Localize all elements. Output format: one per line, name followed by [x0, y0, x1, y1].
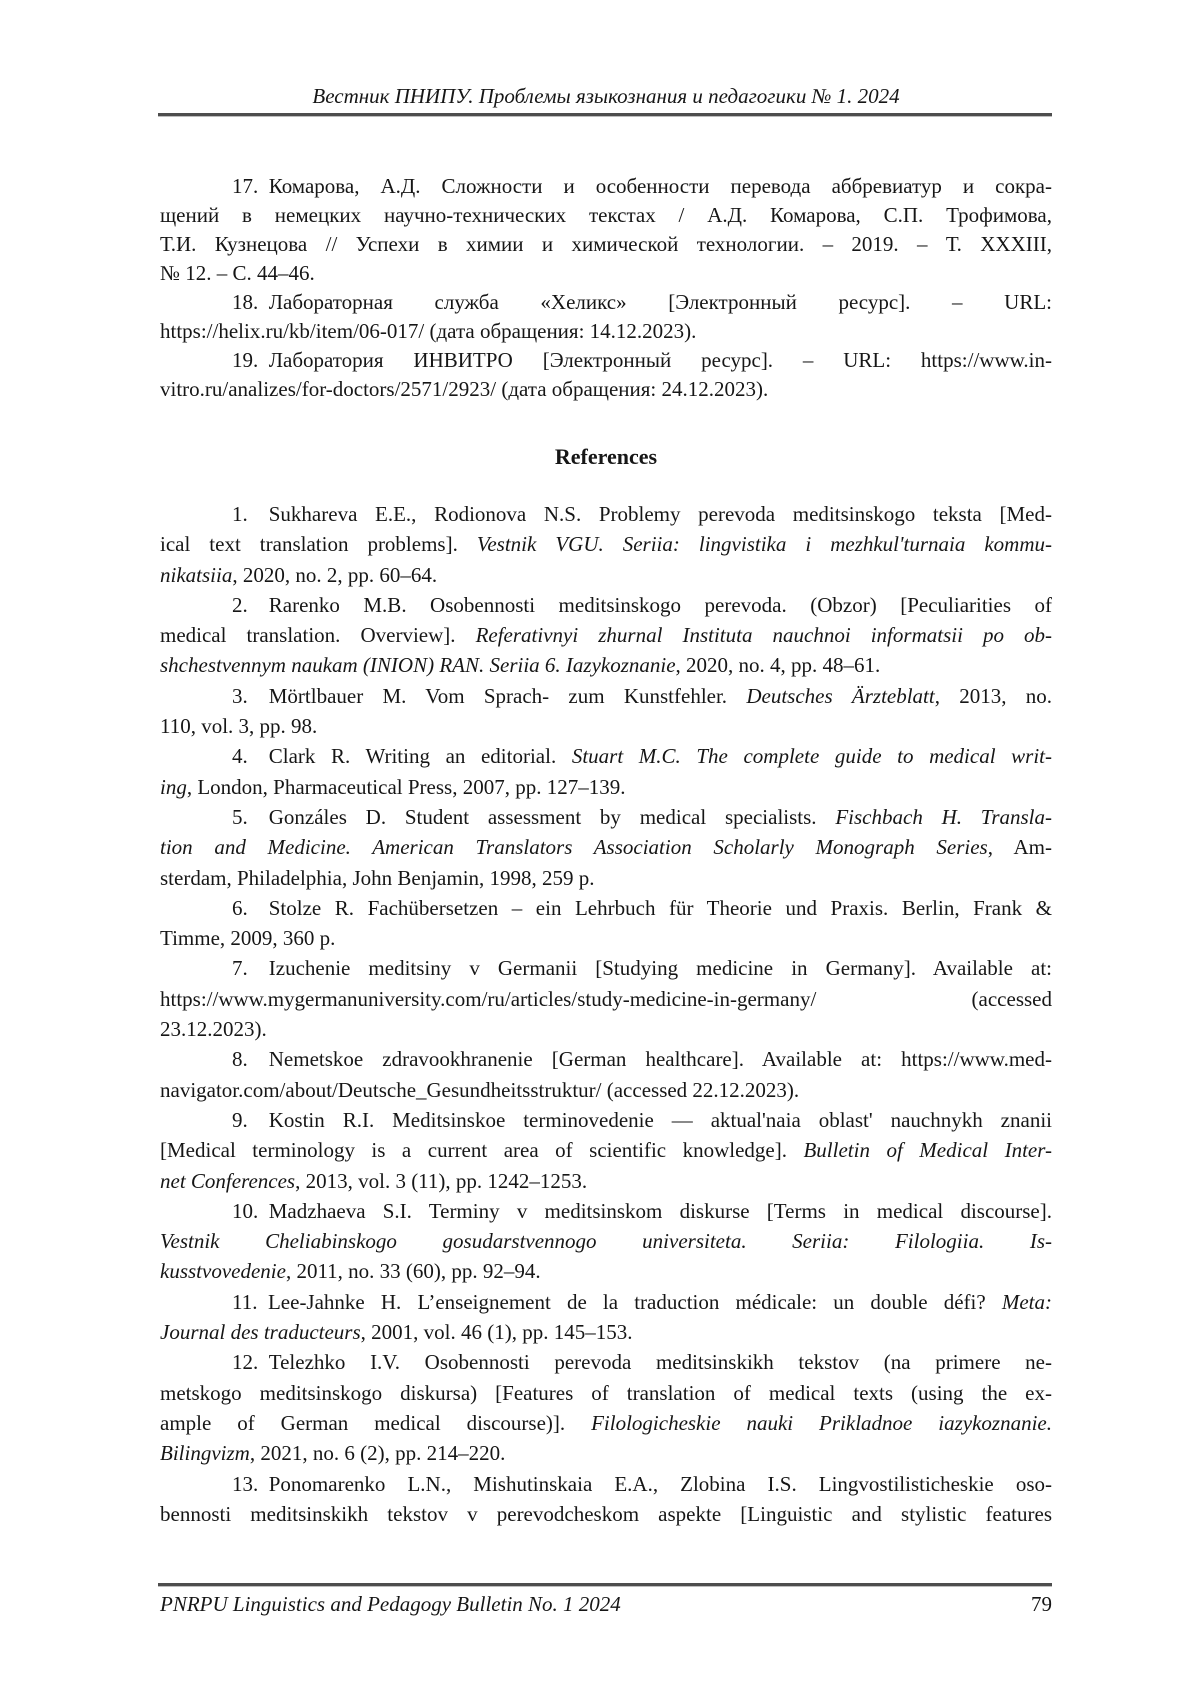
reference-line: Vestnik Cheliabinskogo gosudarstvennogo universiteta. Seriia: Filologiia. Is-: [160, 1229, 1052, 1254]
reference-item-2: [160, 590, 1052, 681]
reference-line: ample of German medical discourse)]. Filologicheskie nauki Prikladnoe iazykoznanie.: [160, 1410, 1052, 1435]
reference-item-11: [160, 1287, 1052, 1348]
page-content: [160, 172, 1052, 1529]
reference-line: 10. Madzhaeva S.I. Terminy v meditsinskom diskurse [Terms in medical discourse].: [232, 1198, 1052, 1223]
reference-line: kusstvovedenie, 2011, no. 33 (60), pp. 92–94.: [160, 1259, 541, 1284]
reference-line: metskogo meditsinskogo diskursa) [Features of translation of medical texts (using the ex-: [160, 1380, 1052, 1405]
reference-line: 2. Rarenko M.B. Osobennosti meditsinskogo perevoda. (Obzor) [Peculiarities of: [232, 592, 1052, 617]
reference-line: 7. Izuchenie meditsiny v Germanii [Studying medicine in Germany]. Available at:: [232, 956, 1052, 981]
reference-line: 1. Sukhareva E.E., Rodionova N.S. Problemy perevoda meditsinskogo teksta [Med-: [232, 502, 1052, 526]
reference-line: navigator.com/about/Deutsche_Gesundheitsstruktur/ (accessed 22.12.2023).: [160, 1077, 800, 1102]
reference-line: [Medical terminology is a current area of scientific knowledge]. Bulletin of Medical Inter-: [160, 1138, 1052, 1163]
reference-line: Timme, 2009, 360 p.: [160, 926, 336, 951]
reference-item-7: [160, 953, 1052, 1044]
reference-item-6: [160, 893, 1052, 954]
running-header-title: Вестник ПНИПУ. Проблемы языкознания и педагогики № 1. 2024: [312, 84, 900, 108]
reference-item-12: [160, 1347, 1052, 1468]
reference-line: shchestvennym naukam (INION) RAN. Seriia 6. Iazykoznanie, 2020, no. 4, pp. 48–61.: [160, 653, 881, 678]
reference-line: bennosti meditsinskikh tekstov v perevodcheskom aspekte [Linguistic and stylistic features: [160, 1501, 1052, 1526]
reference-item-1: [160, 499, 1052, 590]
reference-line: Journal des traducteurs, 2001, vol. 46 (1), pp. 145–153.: [160, 1320, 633, 1345]
reference-line: 8. Nemetskoe zdravookhranenie [German healthcare]. Available at: https://www.med-: [232, 1047, 1052, 1072]
reference-line: tion and Medicine. American Translators Association Scholarly Monograph Series, Am-: [160, 835, 1052, 860]
reference-line: 11. Lee-Jahnke H. L’enseignement de la traduction médicale: un double défi? Meta:: [232, 1289, 1052, 1314]
reference-item-4: [160, 741, 1052, 802]
bibliography-line: 18. Лабораторная служба «Хеликс» [Электронный ресурс]. – URL:: [232, 290, 1052, 314]
bibliography-item-17: [160, 172, 1052, 288]
reference-line: sterdam, Philadelphia, John Benjamin, 1998, 259 p.: [160, 865, 595, 890]
reference-item-10: [160, 1196, 1052, 1287]
references-heading: References: [554, 444, 658, 469]
bibliography-line: щений в немецких научно-технических текстах / А.Д. Комарова, С.П. Трофимова,: [160, 203, 1052, 227]
footer-page-number: 79: [1031, 1592, 1052, 1616]
reference-line: 13. Ponomarenko L.N., Mishutinskaia E.A., Zlobina I.S. Lingvostilisticheskie oso-: [232, 1471, 1052, 1496]
reference-line: 23.12.2023).: [160, 1017, 267, 1042]
reference-item-13: [160, 1469, 1052, 1530]
reference-line: 4. Clark R. Writing an editorial. Stuart M.C. The complete guide to medical writ-: [232, 744, 1052, 769]
bibliography-item-19: [160, 346, 1052, 404]
reference-line: 5. Gonzáles D. Student assessment by medical specialists. Fischbach H. Transla-: [232, 804, 1053, 829]
reference-line: Bilingvizm, 2021, no. 6 (2), pp. 214–220.: [160, 1441, 506, 1466]
running-footer: [160, 1590, 1052, 1618]
bibliography-line: 17. Комарова, А.Д. Сложности и особенности перевода аббревиатур и сокра-: [232, 174, 1052, 198]
bibliography-russian: [160, 172, 1052, 404]
bibliography-line: https://helix.ru/kb/item/06-017/ (дата обращения: 14.12.2023).: [160, 319, 697, 343]
reference-line: ing, London, Pharmaceutical Press, 2007, pp. 127–139.: [160, 774, 626, 799]
bibliography-line: 19. Лаборатория ИНВИТРО [Электронный ресурс]. – URL: https://www.in-: [232, 348, 1052, 372]
footer-journal-title: PNRPU Linguistics and Pedagogy Bulletin No. 1 2024: [160, 1592, 621, 1616]
reference-item-9: [160, 1105, 1052, 1196]
reference-line: medical translation. Overview]. Referativnyi zhurnal Instituta nauchnoi informatsii po ob-: [160, 623, 1052, 648]
reference-line: 110, vol. 3, pp. 98.: [160, 714, 318, 739]
header-rule: [158, 113, 1052, 116]
reference-line: 12. Telezhko I.V. Osobennosti perevoda meditsinskikh tekstov (na primere ne-: [232, 1350, 1052, 1375]
reference-item-8: [160, 1044, 1052, 1105]
reference-line: ical text translation problems]. Vestnik VGU. Seriia: lingvistika i mezhkul'turnaia kommu-: [160, 532, 1052, 557]
reference-line: 3. Mörtlbauer M. Vom Sprach- zum Kunstfehler. Deutsches Ärzteblatt, 2013, no.: [232, 683, 1053, 708]
reference-line: 6. Stolze R. Fachübersetzen – ein Lehrbuch für Theorie und Praxis. Berlin, Frank &: [232, 895, 1052, 920]
reference-line: nikatsiia, 2020, no. 2, pp. 60–64.: [160, 562, 438, 587]
reference-line: net Conferences, 2013, vol. 3 (11), pp. 1242–1253.: [160, 1168, 588, 1193]
footer-rule: [158, 1583, 1052, 1586]
reference-line: 9. Kostin R.I. Meditsinskoe terminovedenie — aktual'naia oblast' nauchnykh znanii: [232, 1107, 1052, 1132]
bibliography-line: vitro.ru/analizes/for-doctors/2571/2923/ (дата обращения: 24.12.2023).: [160, 377, 769, 401]
reference-item-5: [160, 802, 1052, 893]
bibliography-line: № 12. – С. 44–46.: [160, 261, 315, 285]
reference-item-3: [160, 681, 1052, 742]
bibliography-item-18: [160, 288, 1052, 346]
reference-line: https://www.mygermanuniversity.com/ru/articles/study-medicine-in-germany/ (accessed: [160, 986, 1052, 1011]
bibliography-line: Т.И. Кузнецова // Успехи в химии и химической технологии. – 2019. – Т. XXXIII,: [160, 232, 1052, 256]
references-english: [160, 499, 1052, 1529]
